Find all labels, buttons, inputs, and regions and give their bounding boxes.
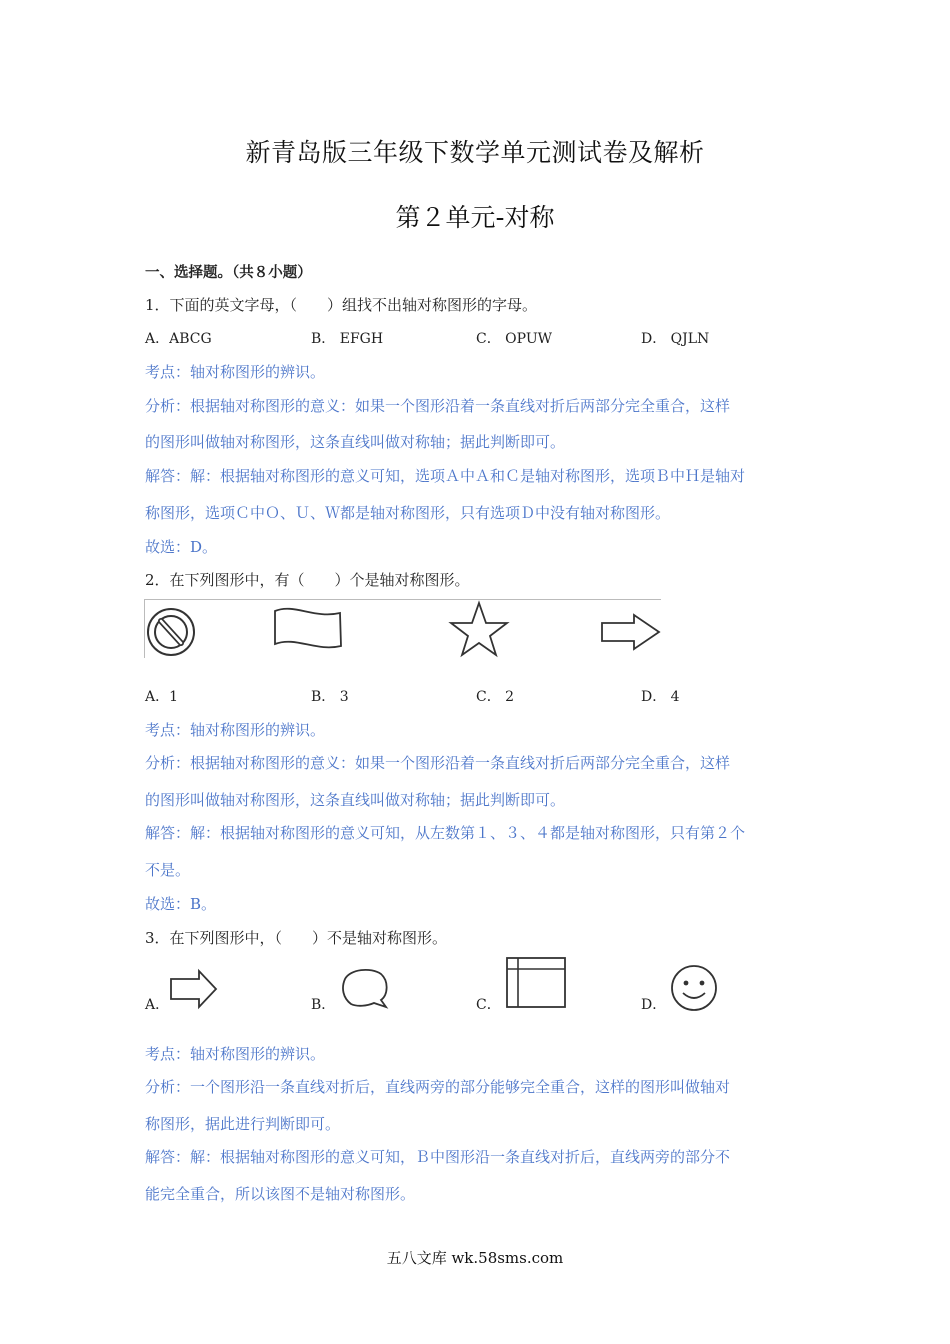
- q2-option-a: A．1: [145, 689, 179, 705]
- q2-option-d: D． 4: [641, 689, 680, 705]
- table-grid-icon: [505, 957, 567, 1009]
- q2-fenxi-line1: 分析：根据轴对称图形的意义：如果一个图形沿着一条直线对折后两部分完全重合，这样: [145, 754, 731, 772]
- smiley-face-icon: [670, 965, 718, 1011]
- q2-option-c: C． 2: [476, 689, 515, 705]
- q1-option-a: A．ABCG: [145, 331, 212, 347]
- q1-fenxi-line2: 的图形叫做轴对称图形，这条直线叫做对称轴；据此判断即可。: [145, 433, 566, 451]
- q3-figure-c: [505, 957, 567, 1009]
- q1-kaodian: 考点：轴对称图形的辨识。: [145, 363, 326, 381]
- q1-jieda-line2: 称图形，选项Ｃ中Ｏ、Ｕ、Ｗ都是轴对称图形，只有选项Ｄ中没有轴对称图形。: [145, 504, 671, 522]
- q3-jieda-line2: 能完全重合，所以该图不是轴对称图形。: [145, 1185, 416, 1203]
- star-icon: [451, 603, 507, 655]
- q3-figure-a: [170, 970, 218, 1008]
- q3-figure-d: [670, 965, 718, 1011]
- q1-option-d: D． QJLN: [641, 331, 710, 347]
- q3-option-b: B．: [311, 997, 336, 1013]
- q2-stem: 2．在下列图形中，有（ ）个是轴对称图形。: [145, 571, 470, 589]
- q2-kaodian: 考点：轴对称图形的辨识。: [145, 721, 326, 739]
- q1-option-b: B． EFGH: [311, 331, 384, 347]
- q3-fenxi-line1: 分析：一个图形沿一条直线对折后，直线两旁的部分能够完全重合，这样的图形叫做轴对: [145, 1078, 731, 1096]
- q2-jieda-line2: 不是。: [145, 861, 191, 879]
- q2-figure-svg: [144, 599, 662, 659]
- q1-answer: 故选：D。: [145, 538, 218, 556]
- document-title: 新青岛版三年级下数学单元测试卷及解析: [245, 138, 705, 167]
- q3-kaodian: 考点：轴对称图形的辨识。: [145, 1045, 326, 1063]
- arrow-right-icon: [170, 970, 218, 1008]
- q3-jieda-line1: 解答：解：根据轴对称图形的意义可知，Ｂ中图形沿一条直线对折后，直线两旁的部分不: [145, 1148, 731, 1166]
- q2-jieda-line1: 解答：解：根据轴对称图形的意义可知，从左数第１、３、４都是轴对称图形，只有第２个: [145, 824, 746, 842]
- q2-option-b: B． 3: [311, 689, 349, 705]
- document-subtitle: 第２单元-对称: [395, 203, 555, 232]
- q3-option-a: A．: [145, 997, 170, 1013]
- q2-fenxi-line2: 的图形叫做轴对称图形，这条直线叫做对称轴；据此判断即可。: [145, 791, 566, 809]
- q3-fenxi-line2: 称图形，据此进行判断即可。: [145, 1115, 341, 1133]
- q2-answer: 故选：B。: [145, 895, 217, 913]
- speech-bubble-icon: [341, 968, 389, 1010]
- q3-stem: 3．在下列图形中，（ ）不是轴对称图形。: [145, 929, 448, 947]
- q3-option-d: D．: [641, 997, 667, 1013]
- section-heading: 一、选择题。（共８小题）: [145, 265, 312, 281]
- q3-option-c: C．: [476, 997, 501, 1013]
- page-footer: 五八文库 wk.58sms.com: [386, 1249, 564, 1267]
- wavy-flag-icon: [275, 609, 341, 648]
- q2-figure-strip: [144, 599, 662, 659]
- prohibition-sign-icon: [148, 609, 194, 655]
- q3-figure-b: [341, 968, 389, 1010]
- arrow-right-icon: [602, 615, 659, 649]
- q1-fenxi-line1: 分析：根据轴对称图形的意义：如果一个图形沿着一条直线对折后两部分完全重合，这样: [145, 397, 731, 415]
- q1-option-c: C． OPUW: [476, 331, 553, 347]
- q1-stem: 1．下面的英文字母，（ ）组找不出轴对称图形的字母。: [145, 296, 538, 314]
- q1-jieda-line1: 解答：解：根据轴对称图形的意义可知，选项Ａ中Ａ和Ｃ是轴对称图形，选项Ｂ中Ｈ是轴对: [145, 467, 746, 485]
